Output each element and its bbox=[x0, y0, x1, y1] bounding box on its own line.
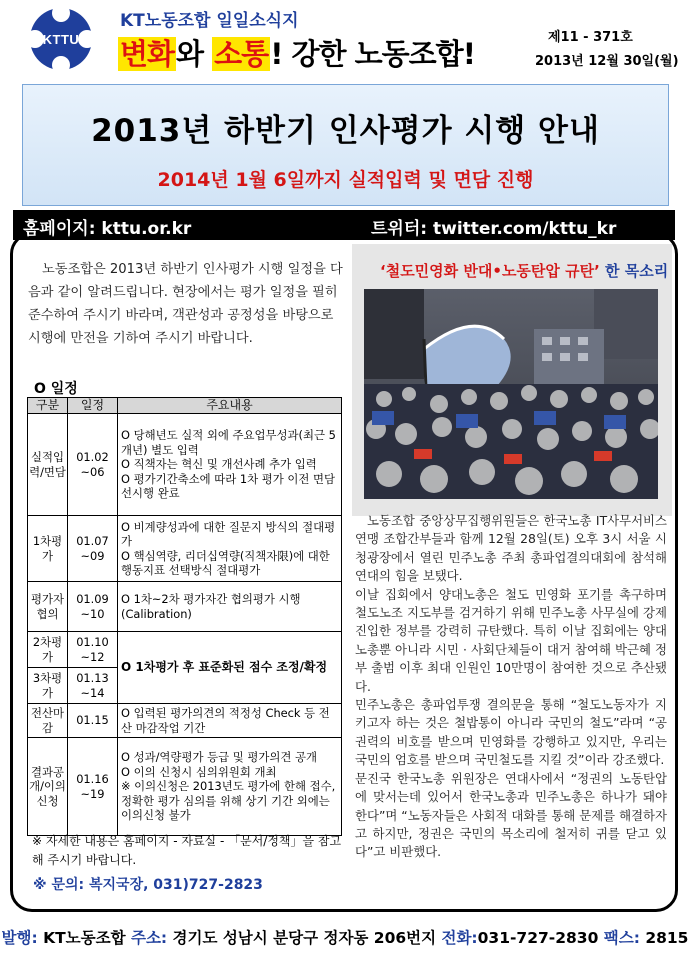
page-title: 2013년 하반기 인사평가 시행 안내 bbox=[91, 113, 600, 149]
inquiry-contact: ※ 문의: 복지국장, 031)727-2823 bbox=[33, 877, 263, 893]
footer bbox=[0, 926, 690, 948]
issue-date: 2013년 12월 30일(월) bbox=[535, 54, 679, 69]
slogan-communication: 소통 bbox=[214, 37, 269, 71]
row-category: 1차평가 bbox=[28, 516, 68, 582]
contact-bar bbox=[13, 210, 675, 240]
row-date: 01.07 ~09 bbox=[68, 516, 118, 582]
footer-publisher-label: 발행: bbox=[1, 929, 38, 947]
logo-text: KTTU bbox=[42, 32, 80, 47]
row-content: O 비계량성과에 대한 질문지 방식의 절대평가 O 핵심역량, 리더십역량(직책자限)에 대한 행동지표 선택방식 절대평가 bbox=[118, 516, 342, 582]
issue-number: 제11 - 371호 bbox=[548, 30, 633, 45]
table-row bbox=[28, 738, 342, 836]
footer-fax: 2815 bbox=[639, 929, 689, 947]
row-category: 전산마감 bbox=[28, 704, 68, 738]
row-category: 2차평가 bbox=[28, 632, 68, 668]
twitter-link[interactable]: 트위터: twitter.com/kttu_kr bbox=[371, 219, 617, 239]
row-content: O 1차~2차 평가자간 협의평가 시행(Calibration) bbox=[118, 582, 342, 632]
intro-text: 노동조합은 2013년 하반기 인사평가 시행 일정을 다음과 같이 알려드립니다. 현장에서는 평가 일정을 필히 준수하여 주시기 바라며, 객관성과 공정성을 바탕으로 시행에 만전을 기하여 주시기 바랍니다. bbox=[28, 262, 343, 346]
row-content: O 1차평가 후 표준화된 점수 조정/확정 bbox=[118, 632, 342, 704]
rally-photo-illustration bbox=[364, 289, 658, 499]
homepage-link[interactable]: 홈페이지: kttu.or.kr bbox=[23, 219, 192, 239]
row-content: O 당해년도 실적 외에 주요업무성과(최근 5개년) 별도 입력 O 직책자는 혁신 및 개선사례 추가 입력 O 평가기간축소에 따라 1차 평가 이전 면담 선시행 완료 bbox=[118, 414, 342, 516]
photo-caption bbox=[380, 260, 668, 281]
slogan-text: ! 강한 노동조합! bbox=[270, 37, 475, 71]
page-subtitle: 2014년 1월 6일까지 실적입력 및 면담 진행 bbox=[157, 169, 534, 191]
article-paragraph: 노동조합 중앙상무집행위원들은 한국노총 IT사무서비스연맹 조합간부들과 함께 12월 28일(토) 오후 3시 서울 시청광장에서 열린 민주노총 주최 총파업결의대회에 참석해 연대의 힘을 보탰다. bbox=[355, 513, 667, 584]
col-header-category: 구분 bbox=[28, 398, 68, 414]
table-row bbox=[28, 582, 342, 632]
caption-slogan: ‘철도민영화 반대•노동탄압 규탄’ bbox=[380, 262, 600, 280]
schedule-heading: O 일정 bbox=[34, 381, 78, 397]
slogan-change: 변화 bbox=[120, 37, 175, 71]
logo-petal bbox=[52, 4, 70, 22]
title-box bbox=[22, 84, 669, 206]
footer-phone: 031-727-2830 bbox=[477, 929, 604, 947]
article-paragraph: 문진국 한국노총 위원장은 연대사에서 “정권의 노동탄압에 맞서는데 있어서 한국노총과 민주노총은 하나가 돼야 한다”며 “노동자들은 사회적 대화를 통해 문제를 해결하자고 하지만, 정권은 국민의 목소리에 철저히 귀를 닫고 있다”고 비판했다. bbox=[355, 770, 667, 860]
table-header-row bbox=[28, 398, 342, 414]
row-category: 평가자협의 bbox=[28, 582, 68, 632]
row-content: O 입력된 평가의견의 적정성 Check 등 전산 마감작업 기간 bbox=[118, 704, 342, 738]
slogan-text: 와 bbox=[176, 37, 213, 71]
reference-note: ※ 자세한 내용은 홈페이지 - 자료실 - 「문서/정책」을 참고해 주시기 바랍니다. bbox=[32, 834, 342, 867]
row-date: 01.02 ~06 bbox=[68, 414, 118, 516]
rally-photo bbox=[364, 289, 658, 499]
caption-text: 한 목소리 bbox=[599, 262, 669, 280]
row-date: 01.15 bbox=[68, 704, 118, 738]
col-header-content: 주요내용 bbox=[118, 398, 342, 414]
schedule-table bbox=[27, 397, 342, 836]
org-name: KT노동조합 일일소식지 bbox=[120, 11, 299, 31]
row-date: 01.10 ~12 bbox=[68, 632, 118, 668]
article-paragraph: 이날 집회에서 양대노총은 철도 민영화 포기를 촉구하며 철도노조 지도부를 검거하기 위해 민주노총 사무실에 강제 진입한 정부를 강력히 규탄했다. 특히 이날 집회에는 양대노총뿐 아니라 시민 · 사회단체들이 대거 참여해 박근혜 정부 출범 이후 최대 인원인 10만명이 참여한 것으로 추산됐다. bbox=[355, 586, 667, 694]
footer-publisher: KT노동조합 bbox=[37, 929, 131, 947]
slogan bbox=[118, 32, 475, 73]
footer-address-label: 주소: bbox=[130, 929, 168, 947]
table-row bbox=[28, 704, 342, 738]
row-category: 결과공개/이의신청 bbox=[28, 738, 68, 836]
row-date: 01.09 ~10 bbox=[68, 582, 118, 632]
footer-address: 경기도 성남시 분당구 정자동 206번지 bbox=[167, 929, 442, 947]
kttu-logo bbox=[30, 8, 92, 70]
table-row bbox=[28, 516, 342, 582]
row-category: 실적입력/면담 bbox=[28, 414, 68, 516]
footer-phone-label: 전화: bbox=[441, 929, 478, 947]
row-date: 01.16 ~19 bbox=[68, 738, 118, 836]
article-body bbox=[355, 512, 667, 862]
logo-petal bbox=[52, 56, 70, 74]
col-header-date: 일정 bbox=[68, 398, 118, 414]
row-date: 01.13 ~14 bbox=[68, 668, 118, 704]
article-paragraph: 민주노총은 총파업투쟁 결의문을 통해 “철도노동자가 지키고자 하는 것은 철밥통이 아니라 국민의 철도”라며 “공권력의 비호를 받으며 민영화를 강행하고 있지만, 우리는 국민의 엄호를 받으며 국민철도를 지킬 것”이라 강조했다. bbox=[355, 697, 667, 768]
footer-fax-label: 팩스: bbox=[603, 929, 640, 947]
table-row bbox=[28, 414, 342, 516]
table-row bbox=[28, 632, 342, 668]
photo-panel bbox=[352, 244, 672, 516]
row-content: O 성과/역량평가 등급 및 평가의견 공개 O 이의 신청시 심의위원회 개최 ※ 이의신청은 2013년도 평가에 한해 접수, 정확한 평가 심의를 위해 상기 기간 외에는 이의신청 불가 bbox=[118, 738, 342, 836]
row-category: 3차평가 bbox=[28, 668, 68, 704]
